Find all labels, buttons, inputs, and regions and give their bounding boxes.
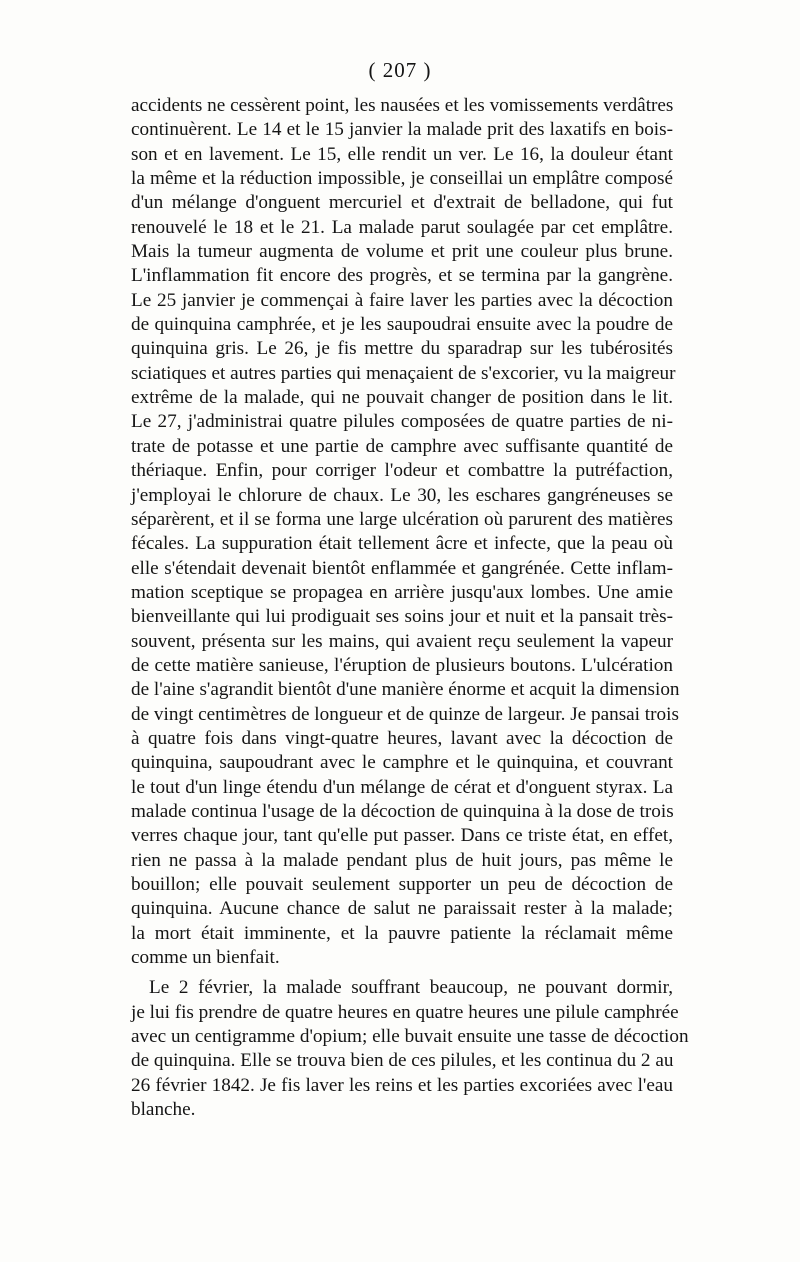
text-line: elle s'étendait devenait bientôt enflammée et gangrénée. Cette inflam- xyxy=(131,557,673,579)
text-line: souvent, présenta sur les mains, qui avaient reçu seulement la vapeur xyxy=(131,630,673,652)
text-line: avec un centigramme d'opium; elle buvait ensuite une tasse de décoction xyxy=(131,1026,689,1048)
body-text xyxy=(131,94,689,1122)
text-line: à quatre fois dans vingt-quatre heures, lavant avec la décoction de xyxy=(131,727,673,749)
text-line: de cette matière sanieuse, l'éruption de plusieurs boutons. L'ulcération xyxy=(131,654,673,676)
text-line: Le 25 janvier je commençai à faire laver les parties avec la décoction xyxy=(131,289,673,311)
text-line: mation sceptique se propagea en arrière jusqu'aux lombes. Une amie xyxy=(131,581,673,603)
text-line: de quinquina camphrée, et je les saupoudrai ensuite avec la poudre de xyxy=(131,314,673,336)
text-line: verres chaque jour, tant qu'elle put passer. Dans ce triste état, en effet, xyxy=(131,825,673,847)
text-line: le tout d'un linge étendu d'un mélange de cérat et d'onguent styrax. La xyxy=(131,776,673,798)
text-line: quinquina gris. Le 26, je fis mettre du sparadrap sur les tubérosités xyxy=(131,338,673,360)
text-line: d'un mélange d'onguent mercuriel et d'extrait de belladone, qui fut xyxy=(131,192,673,214)
text-line: bienveillante qui lui prodiguait ses soins jour et nuit et la pansait très- xyxy=(131,606,673,628)
text-line: 26 février 1842. Je fis laver les reins et les parties excoriées avec l'eau xyxy=(131,1074,673,1096)
text-line: fécales. La suppuration était tellement âcre et infecte, que la peau où xyxy=(131,533,673,555)
text-line: comme un bienfait. xyxy=(131,947,280,969)
text-line: séparèrent, et il se forma une large ulcération où parurent des matières xyxy=(131,508,673,530)
text-line: thériaque. Enfin, pour corriger l'odeur et combattre la putréfaction, xyxy=(131,460,673,482)
text-line: Mais la tumeur augmenta de volume et prit une couleur plus brune. xyxy=(131,241,673,263)
text-line: de quinquina. Elle se trouva bien de ces pilules, et les continua du 2 au xyxy=(131,1050,674,1072)
text-line: trate de potasse et une partie de camphre avec suffisante quantité de xyxy=(131,435,673,457)
text-line: Le 27, j'administrai quatre pilules composées de quatre parties de ni- xyxy=(131,411,673,433)
text-line: L'inflammation fit encore des progrès, et se termina par la gangrène. xyxy=(131,265,673,287)
page-number: ( 207 ) xyxy=(368,58,432,82)
text-line: bouillon; elle pouvait seulement supporter un peu de décoction de xyxy=(131,874,673,895)
text-line: continuèrent. Le 14 et le 15 janvier la malade prit des laxatifs en bois- xyxy=(131,119,673,141)
text-line: j'employai le chlorure de chaux. Le 30, les eschares gangréneuses se xyxy=(131,484,673,506)
text-line: de l'aine s'agrandit bientôt d'une manière énorme et acquit la dimension xyxy=(131,679,680,701)
text-line: quinquina. Aucune chance de salut ne paraissait rester à la malade; xyxy=(131,898,673,920)
text-line: rien ne passa à la malade pendant plus de huit jours, pas même le xyxy=(131,849,673,871)
text-line: la mort était imminente, et la pauvre patiente la réclamait même xyxy=(131,922,673,944)
text-line: quinquina, saupoudrant avec le camphre et le quinquina, et couvrant xyxy=(131,752,673,774)
text-line: extrême de la malade, qui ne pouvait changer de position dans le lit. xyxy=(131,387,673,409)
text-line: renouvelé le 18 et le 21. La malade parut soulagée par cet emplâtre. xyxy=(131,216,673,238)
text-line: je lui fis prendre de quatre heures en quatre heures une pilule camphrée xyxy=(131,1001,679,1023)
paragraph-1 xyxy=(131,94,680,970)
text-line: accidents ne cessèrent point, les nausées et les vomissements verdâtres xyxy=(131,95,674,116)
text-line: blanche. xyxy=(131,1099,196,1121)
paragraph-2 xyxy=(131,976,689,1122)
text-line: de vingt centimètres de longueur et de quinze de largeur. Je pansai trois xyxy=(131,703,679,725)
text-line: malade continua l'usage de la décoction de quinquina à la dose de trois xyxy=(131,800,674,822)
text-line: sciatiques et autres parties qui menaçaient de s'excorier, vu la maigreur xyxy=(131,362,676,384)
text-line: Le 2 février, la malade souffrant beaucoup, ne pouvant dormir, xyxy=(149,977,673,999)
text-line: la même et la réduction impossible, je conseillai un emplâtre composé xyxy=(131,168,673,190)
text-line: son et en lavement. Le 15, elle rendit un ver. Le 16, la douleur étant xyxy=(131,143,673,165)
